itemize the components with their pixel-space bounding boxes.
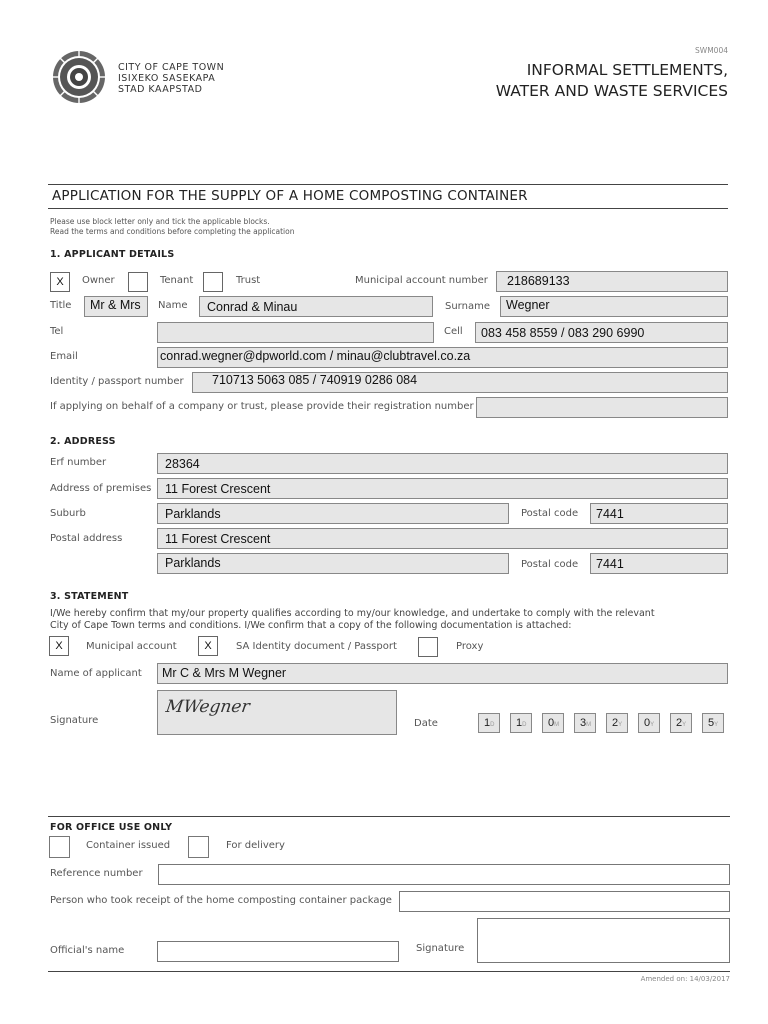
form-code: SWM004 <box>695 46 728 55</box>
statement-line-1: I/We hereby confirm that my/our property qualifies according to my/our knowledge, and undertake to comply with the relevant <box>50 608 655 619</box>
city-logo <box>52 50 106 104</box>
title-rule-top <box>48 184 728 185</box>
official-name-field[interactable] <box>157 941 399 962</box>
office-signature-label: Signature <box>416 943 465 954</box>
surname-label: Surname <box>445 301 490 312</box>
org-line-en: CITY OF CAPE TOWN <box>118 62 225 73</box>
org-line-af: STAD KAAPSTAD <box>118 84 203 95</box>
owner-checkbox[interactable]: X <box>50 272 70 292</box>
amended-date: Amended on: 14/03/2017 <box>640 975 730 983</box>
suburb-value: Parklands <box>165 507 221 521</box>
tenant-label: Tenant <box>160 275 194 286</box>
office-signature-field[interactable] <box>477 918 730 963</box>
id-label: Identity / passport number <box>50 376 184 387</box>
name-value: Conrad & Minau <box>207 300 298 314</box>
email-value: conrad.wegner@dpworld.com / minau@clubtravel.co.za <box>160 349 471 363</box>
date-digit-7[interactable]: 2Y <box>670 713 692 733</box>
surname-value: Wegner <box>506 298 550 312</box>
company-registration-field[interactable] <box>476 397 728 418</box>
postal-code-2-value: 7441 <box>596 557 624 571</box>
cell-label: Cell <box>444 326 463 337</box>
date-digit-5[interactable]: 2Y <box>606 713 628 733</box>
date-digit-6[interactable]: 0Y <box>638 713 660 733</box>
municipal-account-doc-label: Municipal account <box>86 641 177 652</box>
instructions <box>50 217 294 236</box>
applicant-name-value: Mr C & Mrs M Wegner <box>162 666 287 680</box>
id-document-label: SA Identity document / Passport <box>236 641 397 652</box>
date-digit-1[interactable]: 1D <box>478 713 500 733</box>
tel-label: Tel <box>50 326 64 337</box>
erf-label: Erf number <box>50 457 107 468</box>
office-rule-top <box>48 816 730 817</box>
for-delivery-checkbox[interactable] <box>188 836 209 858</box>
office-heading: FOR OFFICE USE ONLY <box>50 822 173 833</box>
org-name <box>118 62 224 95</box>
title-label: Title <box>50 300 72 311</box>
title-value: Mr & Mrs <box>90 298 141 312</box>
proxy-label: Proxy <box>456 641 484 652</box>
instruction-line-1: Please use block letter only and tick the applicable blocks. <box>50 217 270 226</box>
postal-address-line2-value: Parklands <box>165 556 221 570</box>
official-name-label: Official's name <box>50 945 125 956</box>
city-seal-icon <box>52 50 106 104</box>
date-digit-2[interactable]: 1D <box>510 713 532 733</box>
department-line-2: WATER AND WASTE SERVICES <box>495 82 728 100</box>
trust-label: Trust <box>236 275 261 286</box>
premises-label: Address of premises <box>50 483 152 494</box>
org-line-xh: ISIXEKO SASEKAPA <box>118 73 216 84</box>
cell-value: 083 458 8559 / 083 290 6990 <box>481 326 645 340</box>
date-digit-4[interactable]: 3M <box>574 713 596 733</box>
container-issued-checkbox[interactable] <box>49 836 70 858</box>
signature-handwriting: MWegner <box>164 697 251 717</box>
footer-rule <box>48 971 730 972</box>
suburb-label: Suburb <box>50 508 86 519</box>
erf-field[interactable] <box>157 453 728 474</box>
statement-text <box>50 608 655 632</box>
reference-field[interactable] <box>158 864 730 885</box>
postal-code-2-label: Postal code <box>521 559 579 570</box>
municipal-account-label: Municipal account number <box>355 275 488 286</box>
name-label: Name <box>158 300 188 311</box>
date-digit-8[interactable]: 5Y <box>702 713 724 733</box>
trust-checkbox[interactable] <box>203 272 223 292</box>
applicant-heading: 1. APPLICANT DETAILS <box>50 249 175 260</box>
receipt-person-field[interactable] <box>399 891 730 912</box>
address-heading: 2. ADDRESS <box>50 436 116 447</box>
municipal-account-value: 218689133 <box>507 274 570 288</box>
municipal-account-doc-checkbox[interactable]: X <box>49 636 69 656</box>
instruction-line-2: Read the terms and conditions before completing the application <box>50 226 295 236</box>
postal-code-value: 7441 <box>596 507 624 521</box>
department-line-1: INFORMAL SETTLEMENTS, <box>526 61 728 79</box>
erf-value: 28364 <box>165 457 200 471</box>
container-issued-label: Container issued <box>86 840 171 851</box>
postal-address-line1-value: 11 Forest Crescent <box>165 532 271 546</box>
statement-line-2: City of Cape Town terms and conditions. I/We confirm that a copy of the following documentation is attached: <box>50 620 572 631</box>
company-registration-label: If applying on behalf of a company or trust, please provide their registration number <box>50 401 474 412</box>
reference-label: Reference number <box>50 868 143 879</box>
form-title: APPLICATION FOR THE SUPPLY OF A HOME COMPOSTING CONTAINER <box>52 188 528 204</box>
department-title <box>496 60 728 102</box>
for-delivery-label: For delivery <box>226 840 285 851</box>
email-label: Email <box>50 351 78 362</box>
id-value: 710713 5063 085 / 740919 0286 084 <box>212 373 418 387</box>
date-label: Date <box>414 718 438 729</box>
date-digit-3[interactable]: 0M <box>542 713 564 733</box>
proxy-checkbox[interactable] <box>418 637 438 657</box>
receipt-person-label: Person who took receipt of the home composting container package <box>50 895 392 906</box>
applicant-name-label: Name of applicant <box>50 668 142 679</box>
premises-value: 11 Forest Crescent <box>165 482 271 496</box>
tenant-checkbox[interactable] <box>128 272 148 292</box>
statement-heading: 3. STATEMENT <box>50 591 129 602</box>
tel-field[interactable] <box>157 322 434 343</box>
signature-label: Signature <box>50 715 99 726</box>
title-rule-bottom <box>48 208 728 209</box>
id-document-checkbox[interactable]: X <box>198 636 218 656</box>
postal-code-label: Postal code <box>521 508 579 519</box>
owner-label: Owner <box>82 275 115 286</box>
postal-address-label: Postal address <box>50 533 123 544</box>
